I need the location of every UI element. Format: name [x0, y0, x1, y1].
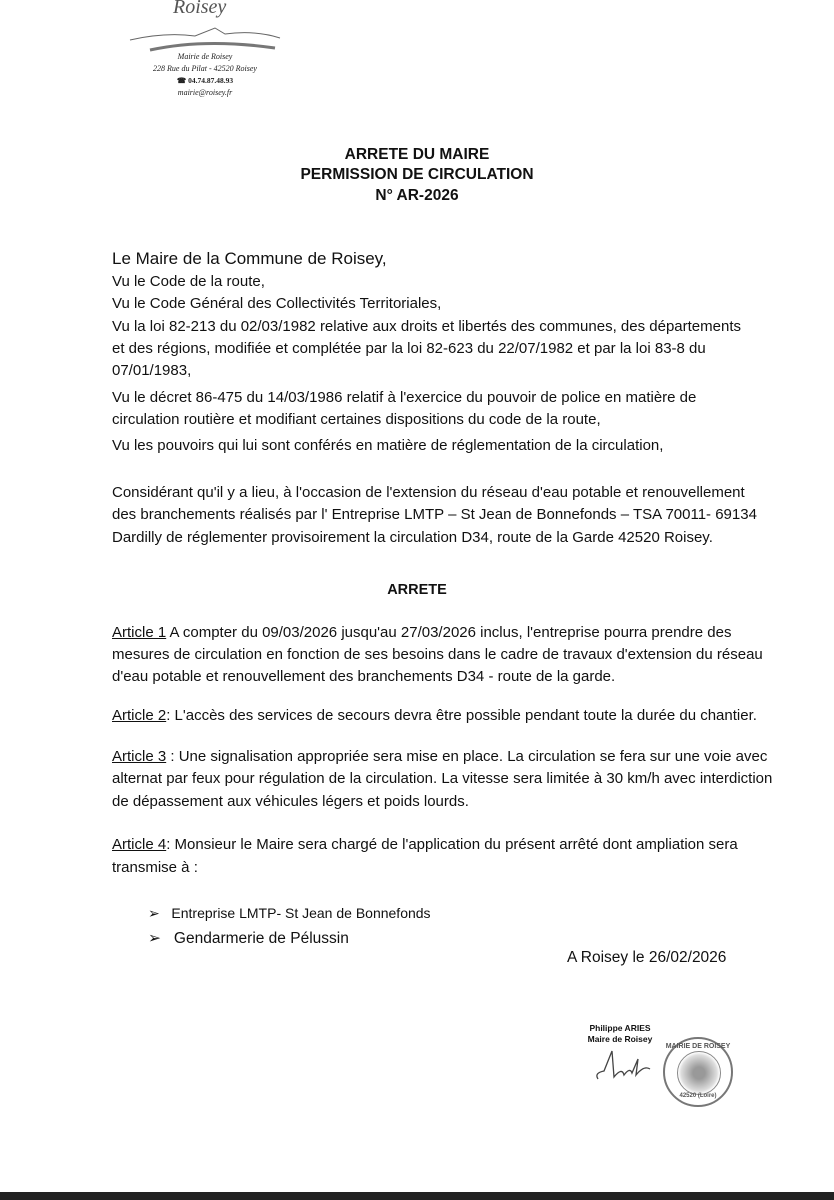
logo-name: Roisey [173, 0, 227, 18]
article-2 [112, 707, 757, 725]
visa-line: Vu le Code de la route, [112, 273, 265, 290]
document-title: ARRETE DU MAIRE [344, 146, 490, 163]
article-text: mesures de circulation en fonction de ses besoins dans le cadre de travaux d'extension du réseau [112, 646, 763, 663]
article-text: transmise à : [112, 859, 198, 876]
article-3 [112, 748, 767, 766]
considerant-line: Dardilly de réglementer provisoirement la circulation D34, route de la Garde 42520 Roisey. [112, 529, 713, 546]
seal-emblem-icon [677, 1051, 721, 1095]
recipient-item [148, 929, 349, 948]
seal-text: MAIRIE DE ROISEY [665, 1043, 731, 1050]
article-label: Article 4 [112, 836, 167, 853]
article-label: Article 3 [112, 748, 167, 765]
article-text: : L'accès des services de secours devra être possible pendant toute la durée du chantier. [166, 707, 757, 724]
article-text: A compter du 09/03/2026 jusqu'au 27/03/2026 inclus, l'entreprise pourra prendre des [166, 624, 732, 641]
signatory-role: Maire de Roisey [587, 1034, 653, 1044]
article-label: Article 2 [112, 707, 167, 724]
article-text: alternat par feux pour régulation de la circulation. La vitesse sera limitée à 30 km/h avec interdiction [112, 770, 773, 787]
letterhead-phone: ☎ 04.74.87.48.93 [176, 76, 234, 85]
considerant-line: Considérant qu'il y a lieu, à l'occasion de l'extension du réseau d'eau potable et renouvellement [112, 484, 745, 501]
recipient-text: Entreprise LMTP- St Jean de Bonnefonds [171, 905, 431, 921]
visa-line: circulation routière et modifiant certaines dispositions du code de la route, [112, 411, 601, 428]
bottom-bar [0, 1192, 834, 1200]
visa-line: et des régions, modifiée et complétée par la loi 82-623 du 22/07/1982 et par la loi 83-8 du [112, 340, 706, 357]
signature-icon [592, 1045, 652, 1085]
document-subtitle: PERMISSION DE CIRCULATION [300, 166, 534, 183]
visa-line: Vu le décret 86-475 du 14/03/1986 relatif à l'exercice du pouvoir de police en matière de [112, 389, 697, 406]
visa-line: Vu les pouvoirs qui lui sont conférés en matière de réglementation de la circulation, [112, 437, 664, 454]
article-4 [112, 836, 738, 854]
article-text: de dépassement aux véhicules légers et poids lourds. [112, 793, 469, 810]
visa-line: 07/01/1983, [112, 362, 192, 379]
place-date: A Roisey le 26/02/2026 [567, 949, 727, 966]
article-1 [112, 624, 731, 642]
recipient-text: Gendarmerie de Pélussin [173, 930, 349, 947]
visa-line: Vu la loi 82-213 du 02/03/1982 relative aux droits et libertés des communes, des départements [112, 318, 741, 335]
signatory-name: Philippe ARIES [589, 1023, 651, 1033]
mairie-seal [663, 1037, 733, 1107]
recipient-item [148, 905, 431, 922]
article-text: : Monsieur le Maire sera chargé de l'application du présent arrêté dont ampliation sera [166, 836, 738, 853]
letterhead-email: mairie@roisey.fr [177, 88, 233, 97]
letterhead-line: 228 Rue du Pilat - 42520 Roisey [153, 64, 257, 73]
letterhead-logo [125, 0, 285, 100]
visa-line: Vu le Code Général des Collectivités Territoriales, [112, 295, 442, 312]
document-number: N° AR-2026 [375, 187, 459, 204]
arrete-heading: ARRETE [387, 582, 447, 598]
landscape-drawing-icon [125, 20, 285, 52]
article-text: d'eau potable et renouvellement des branchements D34 - route de la garde. [112, 668, 616, 685]
intro: Le Maire de la Commune de Roisey, [112, 249, 387, 268]
arrow-bullet-icon: ➢ [148, 930, 161, 947]
seal-text: 42520 (Loire) [679, 1093, 717, 1099]
letterhead-line: Mairie de Roisey [177, 52, 233, 61]
considerant-line: des branchements réalisés par l' Entreprise LMTP – St Jean de Bonnefonds – TSA 70011- 69134 [112, 506, 757, 523]
article-label: Article 1 [112, 624, 167, 641]
article-text: : Une signalisation appropriée sera mise en place. La circulation se fera sur une voie avec [166, 748, 768, 765]
arrow-bullet-icon: ➢ [148, 905, 160, 921]
